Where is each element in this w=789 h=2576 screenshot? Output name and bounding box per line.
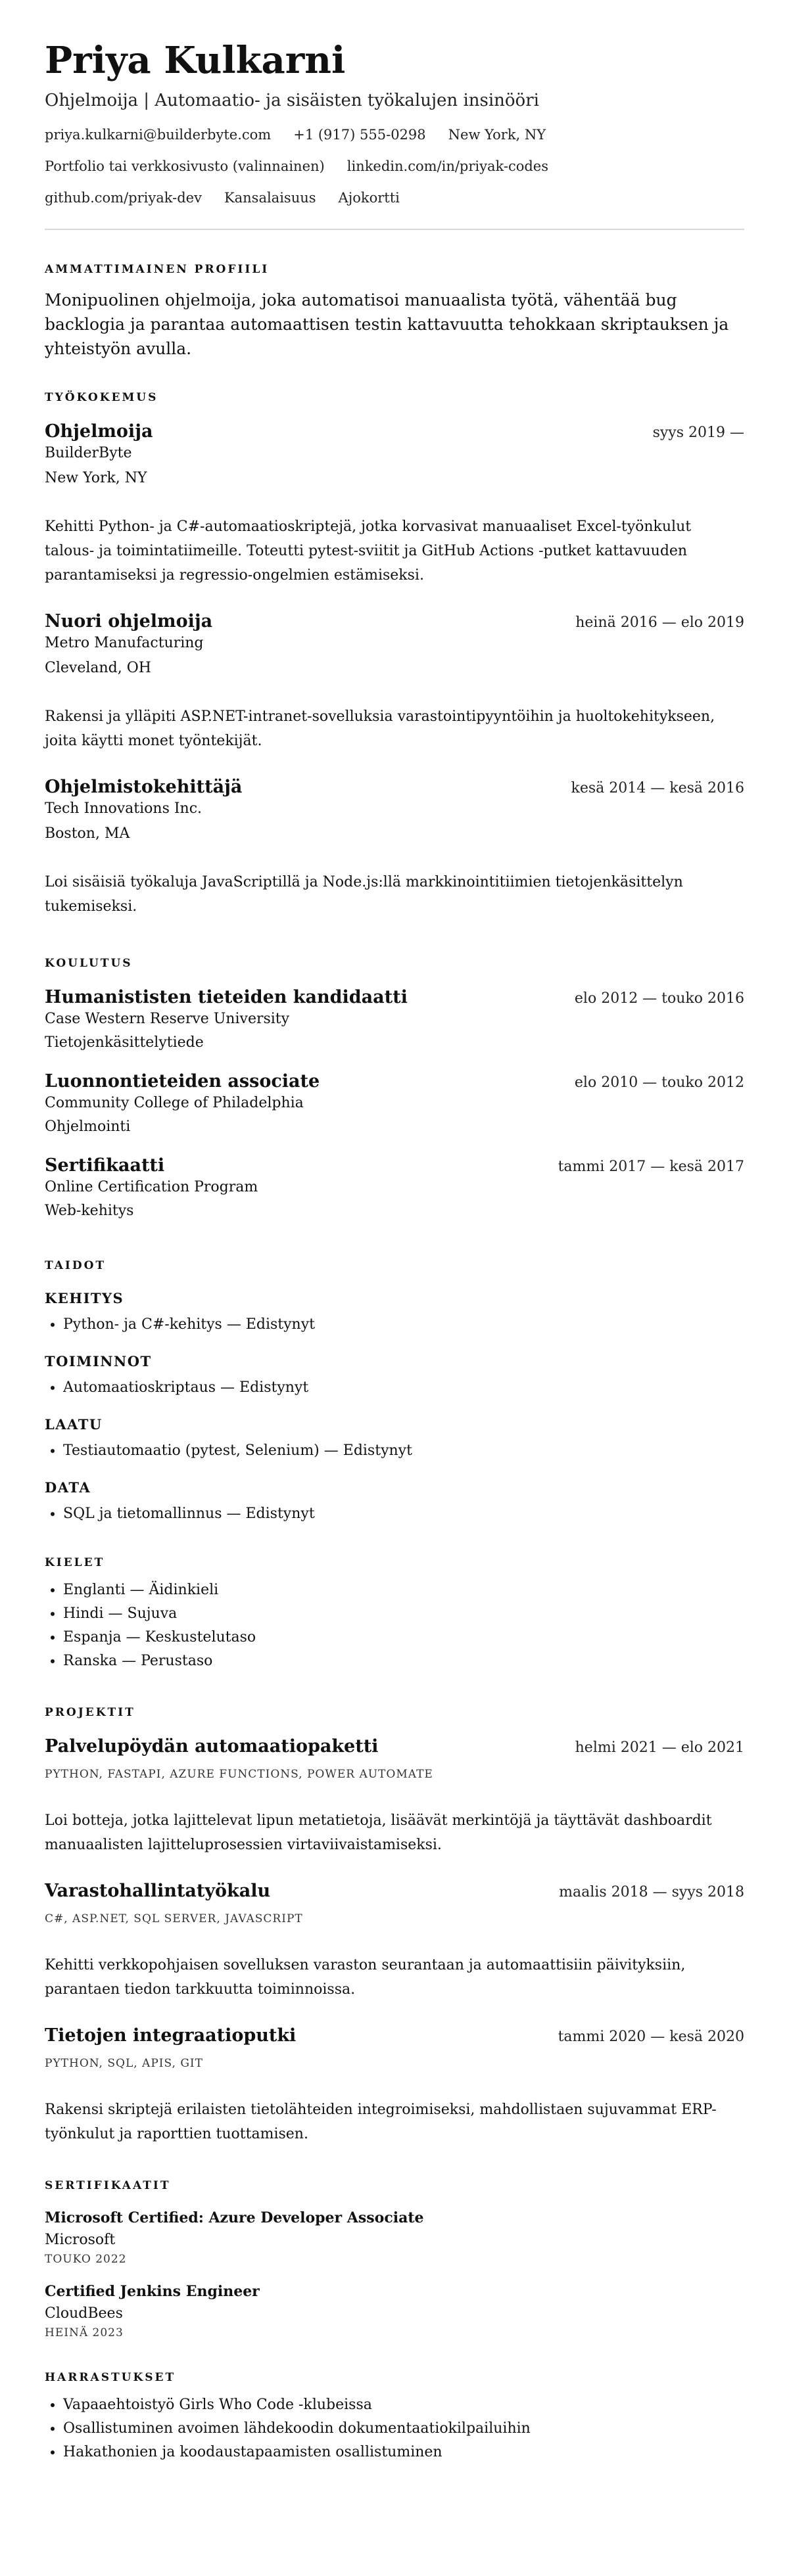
job-title: Ohjelmistokehittäjä — [45, 777, 243, 797]
skill-list — [45, 1502, 744, 1526]
project-dates: maalis 2018 — syys 2018 — [559, 1884, 744, 1900]
section-title-hobbies: HARRASTUKSET — [45, 2371, 176, 2384]
certification-name: Microsoft Certified: Azure Developer Associate — [45, 2209, 424, 2226]
project-description: Kehitti verkkopohjaisen sovelluksen varaston seurantaan ja automaattisiin päivityksiin, parantaen tiedon tarkkuutta toiminnoissa. — [45, 1957, 686, 1998]
contact-github[interactable]: github.com/priyak-dev — [45, 190, 202, 206]
degree-title: Luonnontieteiden associate — [45, 1071, 320, 1092]
degree-title: Humanististen tieteiden kandidaatti — [45, 987, 408, 1007]
contact-drivers-license: Ajokortti — [338, 190, 400, 206]
school-name: Community College of Philadelphia — [45, 1095, 304, 1111]
hobby-item: • Hakathonien ja koodaustapaamisten osallistuminen — [63, 2441, 744, 2464]
job-description: Kehitti Python- ja C#-automaatioskriptejä, jotka korvasivat manuaaliset Excel-työnkulut talous- ja toimintatiimeille. Toteutti pytest-sviitit ja GitHub Actions -putket kattavuuden parantamiseksi ja regressio-ongelmien estämiseksi. — [45, 518, 692, 584]
hobby-item: • Osallistuminen avoimen lähdekoodin dokumentaatiokilpailuihin — [63, 2417, 744, 2441]
certification-name: Certified Jenkins Engineer — [45, 2283, 260, 2300]
section-title-certifications: SERTIFIKAATIT — [45, 2179, 171, 2192]
skill-item: • Automaatioskriptaus — Edistynyt — [63, 1376, 744, 1400]
project-entry — [45, 2024, 744, 2146]
job-dates: syys 2019 — — [652, 425, 744, 441]
skill-category: DATA — [45, 1479, 91, 1496]
project-tech: PYTHON, FASTAPI, AZURE FUNCTIONS, POWER AUTOMATE — [45, 1768, 433, 1781]
project-entry — [45, 1735, 744, 1857]
certification-issuer: Microsoft — [45, 2232, 116, 2248]
header-divider — [45, 229, 744, 230]
experience-entry — [45, 610, 744, 753]
contact-linkedin[interactable]: linkedin.com/in/priyak-codes — [347, 158, 548, 174]
school-name: Online Certification Program — [45, 1179, 258, 1195]
study-field: Tietojenkäsittelytiede — [45, 1034, 204, 1051]
skill-category: LAATU — [45, 1416, 103, 1433]
contact-portfolio[interactable]: Portfolio tai verkkosivusto (valinnainen) — [45, 158, 325, 174]
skill-item: • Python- ja C#-kehitys — Edistynyt — [63, 1313, 744, 1337]
project-description: Rakensi skriptejä erilaisten tietolähteiden integroimiseksi, mahdollistaen sujuvammat ERP-työnkulut ja raporttien tuottamisen. — [45, 2102, 717, 2142]
project-description: Loi botteja, jotka lajittelevat lipun metatietoja, lisäävät merkintöjä ja täyttävät dashboardit manuaalisten lajitteluprosessien virtaviivaistamiseksi. — [45, 1812, 712, 1853]
project-dates: tammi 2020 — kesä 2020 — [558, 2029, 744, 2045]
certification-issuer: CloudBees — [45, 2305, 123, 2322]
candidate-name: Priya Kulkarni — [45, 39, 346, 82]
job-company: BuilderByte — [45, 445, 132, 461]
skill-category: TOIMINNOT — [45, 1353, 152, 1369]
skill-group — [45, 1415, 744, 1463]
contact-row — [45, 156, 744, 176]
section-title-languages: KIELET — [45, 1556, 105, 1569]
section-title-projects: PROJEKTIT — [45, 1706, 135, 1719]
certification-date: TOUKO 2022 — [45, 2253, 127, 2266]
degree-title: Sertifikaatti — [45, 1155, 165, 1176]
job-title: Ohjelmoija — [45, 421, 153, 442]
language-item: • Espanja — Keskustelutaso — [63, 1626, 744, 1649]
job-company: Metro Manufacturing — [45, 635, 204, 651]
education-dates: tammi 2017 — kesä 2017 — [558, 1159, 744, 1175]
job-title: Nuori ohjelmoija — [45, 611, 213, 632]
project-dates: helmi 2021 — elo 2021 — [575, 1739, 744, 1756]
skill-group — [45, 1479, 744, 1526]
candidate-headline: Ohjelmoija | Automaatio- ja sisäisten työkalujen insinööri — [45, 91, 539, 110]
study-field: Web-kehitys — [45, 1203, 134, 1219]
job-company: Tech Innovations Inc. — [45, 800, 203, 817]
contact-row — [45, 125, 744, 145]
skill-list — [45, 1313, 744, 1337]
section-title-experience: TYÖKOKEMUS — [45, 391, 158, 404]
profile-summary: Monipuolinen ohjelmoija, joka automatisoi manuaalista työtä, vähentää bug backlogia ja parantaa automaattisen testin kattavuutta tehokkaan skriptauksen ja yhteistyön avulla. — [45, 290, 729, 358]
study-field: Ohjelmointi — [45, 1118, 131, 1135]
language-item: • Hindi — Sujuva — [63, 1602, 744, 1626]
section-title-education: KOULUTUS — [45, 957, 133, 970]
job-location: Boston, MA — [45, 825, 130, 842]
experience-entry — [45, 420, 744, 587]
skill-list — [45, 1376, 744, 1400]
project-entry — [45, 1879, 744, 2002]
school-name: Case Western Reserve University — [45, 1011, 290, 1027]
contact-row — [45, 188, 744, 208]
contact-phone[interactable]: +1 (917) 555-0298 — [293, 127, 426, 143]
project-tech: PYTHON, SQL, APIS, GIT — [45, 2057, 203, 2070]
skill-group — [45, 1289, 744, 1337]
experience-entry — [45, 775, 744, 919]
job-dates: heinä 2016 — elo 2019 — [575, 614, 744, 631]
job-location: New York, NY — [45, 470, 147, 486]
language-item: • Englanti — Äidinkieli — [63, 1578, 744, 1602]
education-entry — [45, 1154, 744, 1221]
contact-location: New York, NY — [448, 127, 546, 143]
certification-entry — [45, 2282, 744, 2341]
project-name: Tietojen integraatioputki — [45, 2025, 297, 2046]
skill-list — [45, 1439, 744, 1463]
project-name: Varastohallintatyökalu — [45, 1881, 271, 1901]
skill-group — [45, 1352, 744, 1400]
skill-item: • SQL ja tietomallinnus — Edistynyt — [63, 1502, 744, 1526]
project-tech: C#, ASP.NET, SQL SERVER, JAVASCRIPT — [45, 1912, 303, 1925]
education-entry — [45, 1070, 744, 1137]
job-dates: kesä 2014 — kesä 2016 — [571, 780, 744, 796]
hobby-item: • Vapaaehtoistyö Girls Who Code -klubeissa — [63, 2393, 744, 2417]
project-name: Palvelupöydän automaatiopaketti — [45, 1736, 379, 1757]
language-list — [45, 1578, 744, 1673]
section-title-profile: AMMATTIMAINEN PROFIILI — [45, 263, 270, 276]
section-title-skills: TAIDOT — [45, 1259, 107, 1272]
certification-entry — [45, 2208, 744, 2267]
education-entry — [45, 986, 744, 1053]
skill-category: KEHITYS — [45, 1290, 124, 1306]
education-dates: elo 2012 — touko 2016 — [574, 990, 744, 1007]
contact-citizenship: Kansalaisuus — [224, 190, 316, 206]
job-location: Cleveland, OH — [45, 660, 151, 676]
contact-email[interactable]: priya.kulkarni@builderbyte.com — [45, 127, 272, 143]
job-description: Loi sisäisiä työkaluja JavaScriptillä ja Node.js:llä markkinointitiimien tietojenkäsittelyn tukemiseksi. — [45, 874, 683, 915]
education-dates: elo 2010 — touko 2012 — [574, 1074, 744, 1091]
certification-date: HEINÄ 2023 — [45, 2326, 124, 2339]
hobby-list — [45, 2393, 744, 2464]
job-description: Rakensi ja ylläpiti ASP.NET-intranet-sovelluksia varastointipyyntöihin ja huoltokehitykseen, joita käytti monet työntekijät. — [45, 708, 715, 749]
language-item: • Ranska — Perustaso — [63, 1649, 744, 1673]
skill-item: • Testiautomaatio (pytest, Selenium) — Edistynyt — [63, 1439, 744, 1463]
